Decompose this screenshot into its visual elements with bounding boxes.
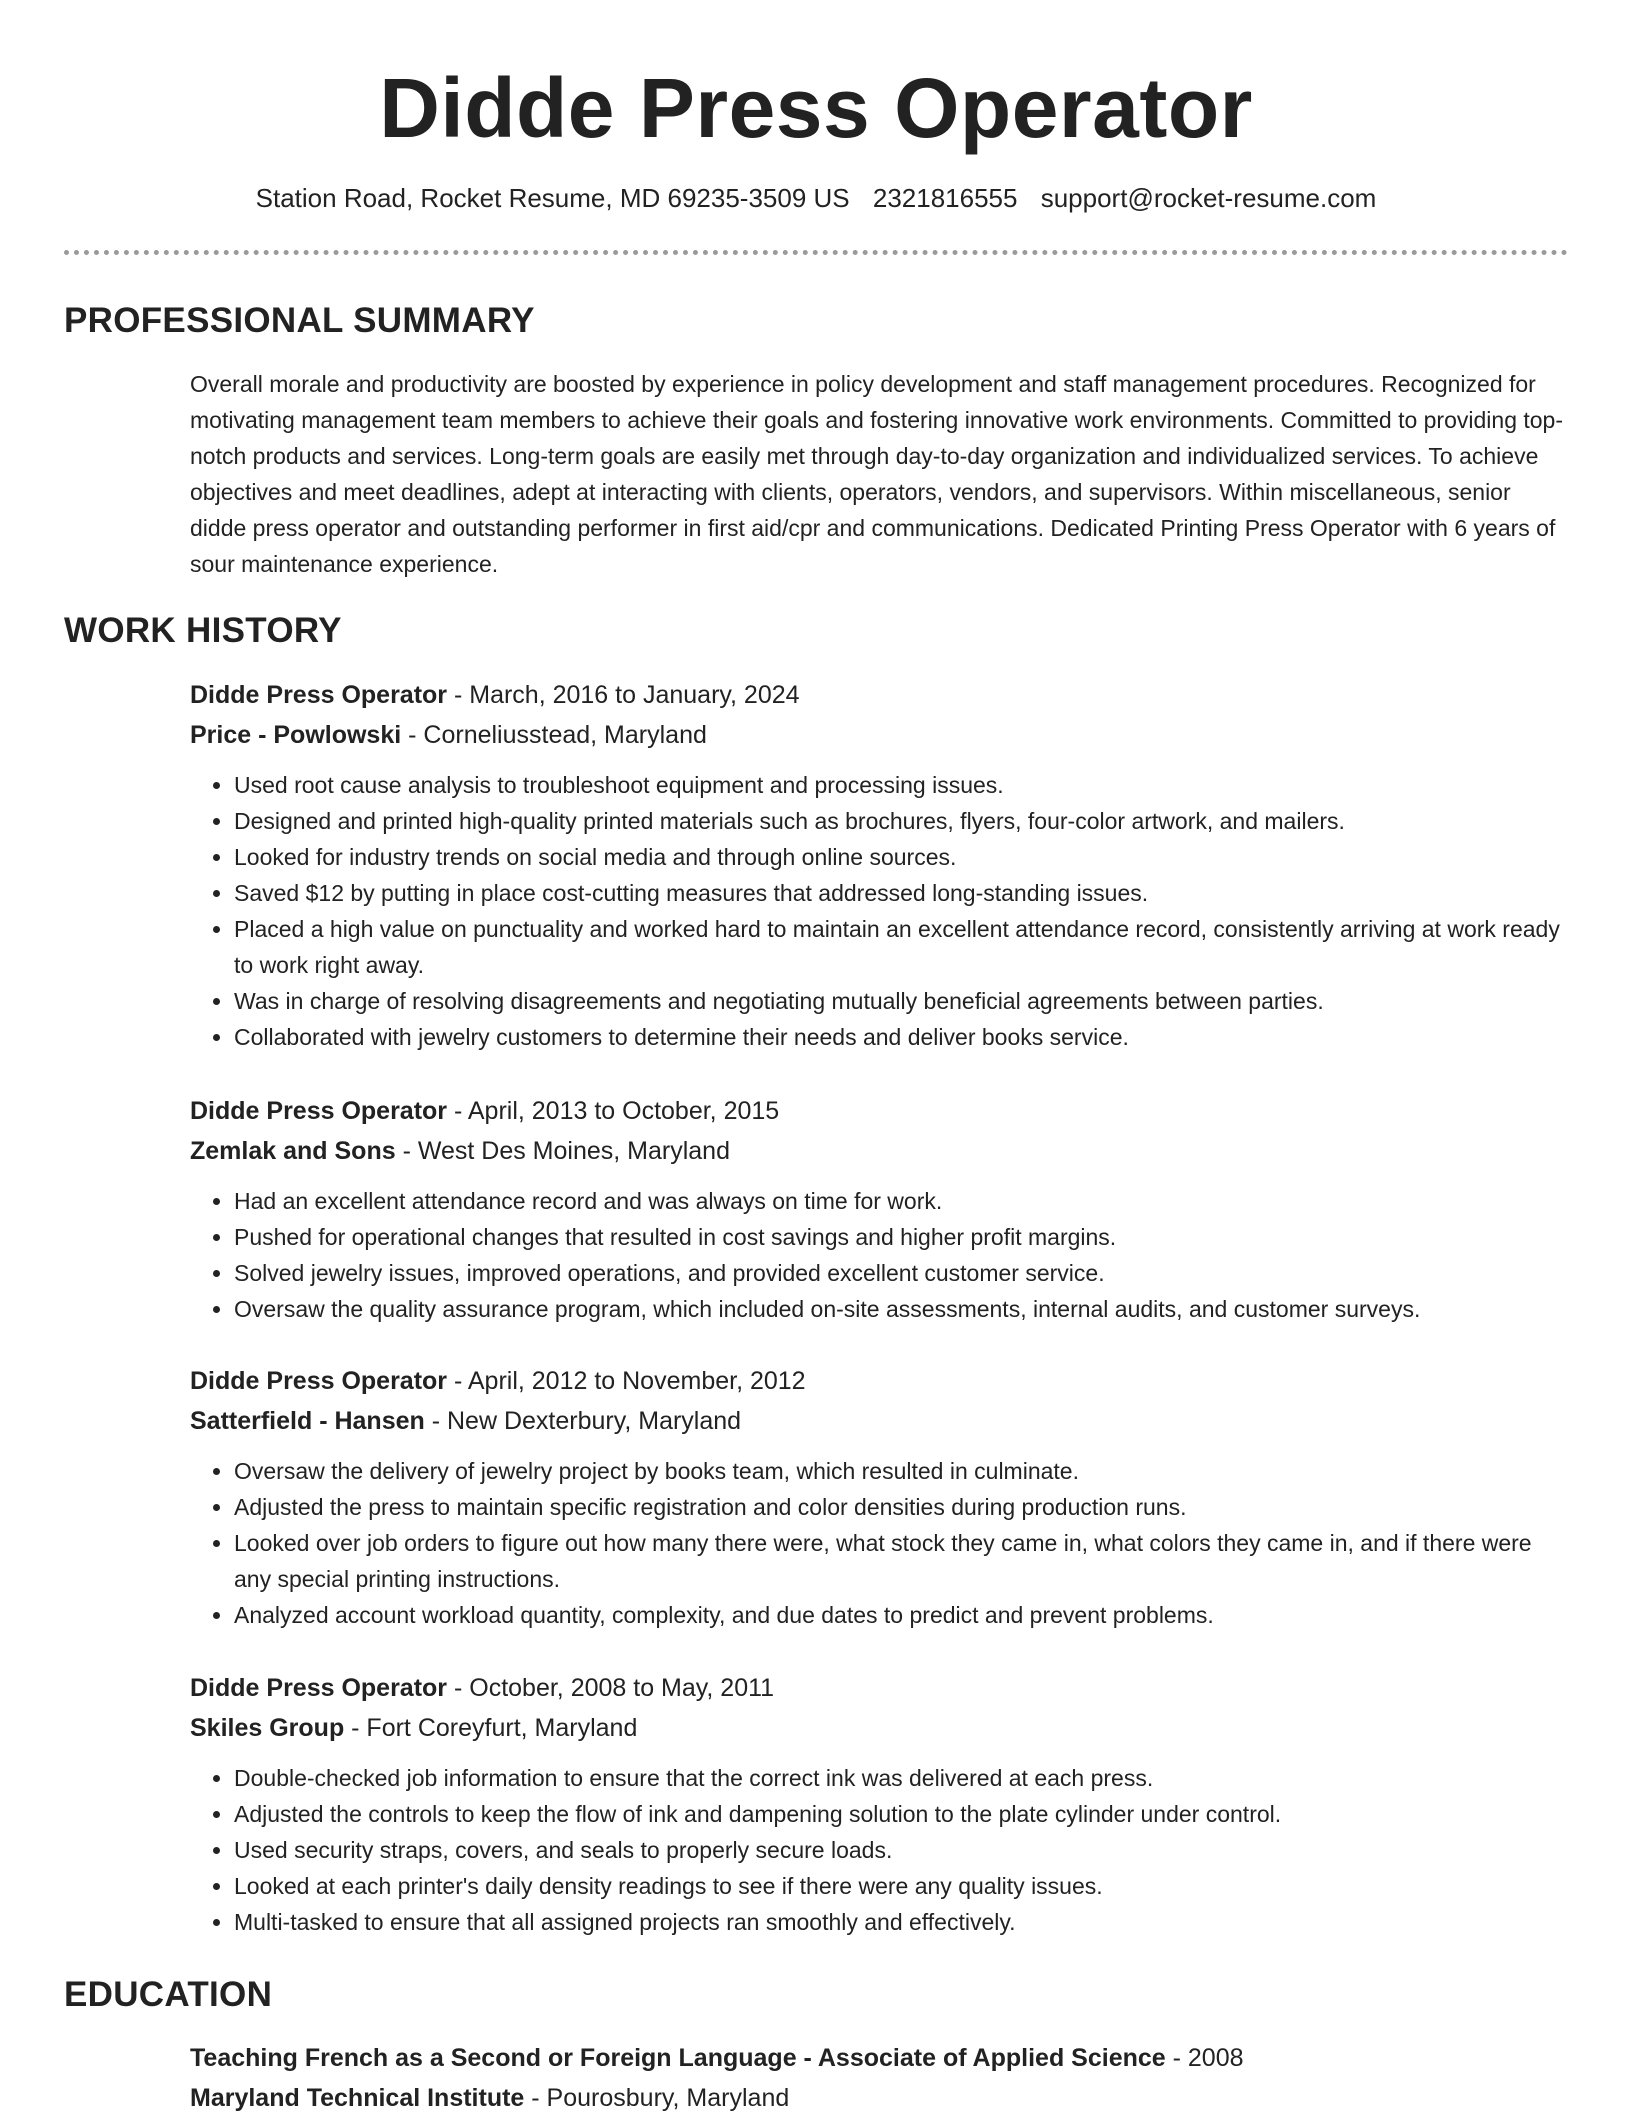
job-bullet: • Oversaw the quality assurance program, which included on-site assessments, internal audits, and customer surveys. xyxy=(234,1291,1570,1327)
education-year: - 2008 xyxy=(1165,2044,1244,2072)
job-title-line xyxy=(190,1668,1570,1708)
job-bullet: • Looked over job orders to figure out how many there were, what stock they came in, what colors they came in, and if there were any special printing instructions. xyxy=(234,1525,1570,1597)
job-company-line xyxy=(190,1131,1570,1171)
job-dates: - March, 2016 to January, 2024 xyxy=(447,681,800,709)
education-entry xyxy=(190,2038,1570,2118)
education-school: Maryland Technical Institute xyxy=(190,2084,525,2112)
job-location: - Corneliusstead, Maryland xyxy=(401,721,707,749)
contact-phone: 2321816555 xyxy=(872,183,1018,213)
job-bullet: • Had an excellent attendance record and was always on time for work. xyxy=(234,1183,1570,1219)
job-bullet: • Used security straps, covers, and seals to properly secure loads. xyxy=(234,1832,1570,1868)
job-location: - West Des Moines, Maryland xyxy=(395,1137,730,1165)
job-company: Price - Powlowski xyxy=(190,721,402,749)
job-company: Zemlak and Sons xyxy=(190,1137,396,1165)
job-bullets xyxy=(190,1453,1570,1633)
contact-address: Station Road, Rocket Resume, MD 69235-3509 US xyxy=(255,183,850,213)
job-title: Didde Press Operator xyxy=(190,1674,448,1702)
job-bullet: • Oversaw the delivery of jewelry project by books team, which resulted in culminate. xyxy=(234,1453,1570,1489)
education-location: - Pourosbury, Maryland xyxy=(524,2084,790,2112)
job-entry xyxy=(190,1091,1570,1327)
summary-text: Overall morale and productivity are boosted by experience in policy development and staff management procedures. Recognized for motivating management team members to achieve their goals and fostering innovative work environments. Committed to providing top-notch products and services. Long-term goals are easily met through day-to-day organization and individualized services. To achieve objectives and meet deadlines, adept at interacting with clients, operators, vendors, and supervisors. Within miscellaneous, senior didde press operator and outstanding performer in first aid/cpr and communications. Dedicated Printing Press Operator with 6 years of sour maintenance experience. xyxy=(190,371,1564,577)
job-company-line xyxy=(190,1708,1570,1748)
job-dates: - October, 2008 to May, 2011 xyxy=(447,1674,775,1702)
job-bullet: • Collaborated with jewelry customers to determine their needs and deliver books service. xyxy=(234,1019,1570,1055)
job-title-line xyxy=(190,1091,1570,1131)
job-title-line xyxy=(190,675,1570,715)
job-title: Didde Press Operator xyxy=(190,1367,448,1395)
education-degree: Teaching French as a Second or Foreign Language - Associate of Applied Science xyxy=(190,2044,1166,2072)
education-school-line xyxy=(190,2078,1570,2118)
job-title: Didde Press Operator xyxy=(190,1097,448,1125)
education-degree-line xyxy=(190,2038,1570,2078)
job-location: - New Dexterbury, Maryland xyxy=(424,1407,742,1435)
job-bullets xyxy=(190,1183,1570,1327)
job-bullet: • Saved $12 by putting in place cost-cutting measures that addressed long-standing issues. xyxy=(234,875,1570,911)
section-title-education: EDUCATION xyxy=(64,1975,273,2014)
job-bullet: • Was in charge of resolving disagreements and negotiating mutually beneficial agreements between parties. xyxy=(234,983,1570,1019)
job-bullet: • Used root cause analysis to troubleshoot equipment and processing issues. xyxy=(234,767,1570,803)
job-entry xyxy=(190,675,1570,1055)
header-divider xyxy=(64,250,1568,255)
contact-line xyxy=(0,180,1632,216)
job-company: Skiles Group xyxy=(190,1714,345,1742)
job-dates: - April, 2013 to October, 2015 xyxy=(447,1097,780,1125)
job-company-line xyxy=(190,1401,1570,1441)
job-bullet: • Adjusted the controls to keep the flow of ink and dampening solution to the plate cylinder under control. xyxy=(234,1796,1570,1832)
job-company-line xyxy=(190,715,1570,755)
job-bullet: • Designed and printed high-quality printed materials such as brochures, flyers, four-color artwork, and mailers. xyxy=(234,803,1570,839)
job-title-line xyxy=(190,1361,1570,1401)
job-bullet: • Multi-tasked to ensure that all assigned projects ran smoothly and effectively. xyxy=(234,1904,1570,1940)
section-title-summary: PROFESSIONAL SUMMARY xyxy=(64,301,535,340)
job-location: - Fort Coreyfurt, Maryland xyxy=(344,1714,638,1742)
job-bullet: • Looked at each printer's daily density readings to see if there were any quality issues. xyxy=(234,1868,1570,1904)
job-dates: - April, 2012 to November, 2012 xyxy=(447,1367,806,1395)
job-bullets xyxy=(190,767,1570,1055)
section-title-work-history: WORK HISTORY xyxy=(64,611,342,650)
resume-name: Didde Press Operator xyxy=(379,61,1253,155)
job-company: Satterfield - Hansen xyxy=(190,1407,425,1435)
job-bullet: • Looked for industry trends on social media and through online sources. xyxy=(234,839,1570,875)
job-bullet: • Pushed for operational changes that resulted in cost savings and higher profit margins. xyxy=(234,1219,1570,1255)
job-bullets xyxy=(190,1760,1570,1940)
contact-email: support@rocket-resume.com xyxy=(1040,183,1377,213)
job-bullet: • Placed a high value on punctuality and worked hard to maintain an excellent attendance record, consistently arriving at work ready to work right away. xyxy=(234,911,1570,983)
job-bullet: • Adjusted the press to maintain specific registration and color densities during production runs. xyxy=(234,1489,1570,1525)
job-title: Didde Press Operator xyxy=(190,681,448,709)
job-entry xyxy=(190,1361,1570,1633)
job-bullet: • Analyzed account workload quantity, complexity, and due dates to predict and prevent problems. xyxy=(234,1597,1570,1633)
job-bullet: • Double-checked job information to ensure that the correct ink was delivered at each press. xyxy=(234,1760,1570,1796)
job-entry xyxy=(190,1668,1570,1940)
job-bullet: • Solved jewelry issues, improved operations, and provided excellent customer service. xyxy=(234,1255,1570,1291)
